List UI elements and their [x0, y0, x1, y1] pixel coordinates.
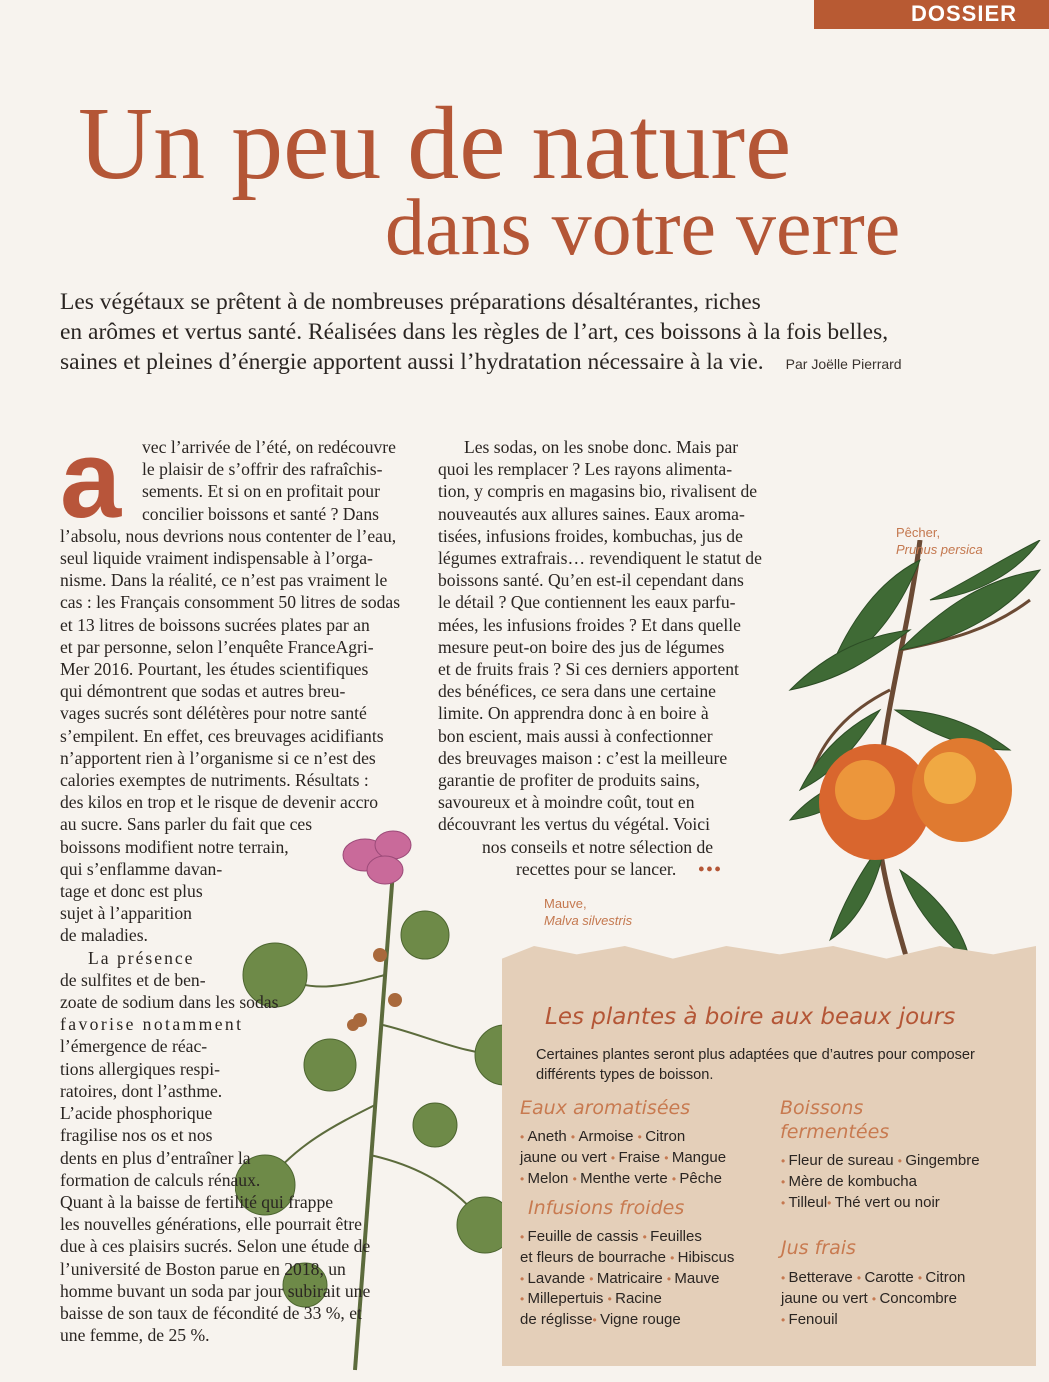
- list-text: Racine: [615, 1290, 662, 1308]
- lead-paragraph: [60, 287, 940, 379]
- list-line: [781, 1268, 965, 1289]
- article-line: les nouvelles générations, elle pourrait être: [60, 1214, 362, 1235]
- list-text: Fraise: [618, 1148, 665, 1166]
- list-text: Feuilles: [650, 1228, 702, 1245]
- caption-name: Mauve,: [544, 896, 587, 911]
- article-line: favorise notamment: [60, 1014, 244, 1035]
- list-line: [520, 1310, 734, 1331]
- article-line: une femme, de 25 %.: [60, 1325, 210, 1346]
- article-line: vec l’arrivée de l’été, on redécouvre: [142, 437, 396, 457]
- bullet: •: [781, 1154, 789, 1168]
- article-line: qui démontrent que sodas et autres breu-: [60, 681, 346, 702]
- list-line: [781, 1310, 965, 1331]
- list-text: Tilleul: [788, 1193, 828, 1211]
- list-line: [781, 1172, 980, 1193]
- lead-line-text: saines et pleines d’énergie apportent aussi l’hydratation nécessaire à la vie.: [60, 349, 764, 375]
- list-text: Fenouil: [788, 1310, 838, 1328]
- caption-latin: [896, 541, 983, 558]
- bullet: •: [610, 1150, 619, 1165]
- list-text: Melon: [527, 1169, 573, 1187]
- bullet: •: [781, 1271, 789, 1285]
- list-text: Millepertuis: [527, 1290, 608, 1308]
- article-line: savoureux et à moindre coût, tout en: [438, 792, 695, 813]
- list-text: Vigne rouge: [600, 1311, 681, 1329]
- article-line: L’acide phosphorique: [60, 1103, 213, 1124]
- article-line: Mer 2016. Pourtant, les études scientifiques: [60, 659, 369, 680]
- article-line: dents en plus d’entraîner la: [60, 1147, 251, 1168]
- list-line: [781, 1289, 965, 1310]
- list-text: Carotte: [864, 1269, 918, 1286]
- dropcap: a: [60, 418, 122, 541]
- list-line: [520, 1148, 726, 1169]
- list-line: [781, 1151, 980, 1172]
- article-line: vages sucrés sont délétères pour notre santé: [60, 703, 367, 724]
- bullet: •: [520, 1292, 528, 1307]
- list-text: Betterave: [788, 1269, 857, 1286]
- bullet: •: [589, 1271, 597, 1286]
- article-line: bon escient, mais aussi à confectionner: [438, 725, 713, 746]
- heading-line: Boissons: [780, 1097, 864, 1119]
- list-text: Citron: [645, 1128, 686, 1145]
- article-line: Les sodas, on les snobe donc. Mais par: [464, 437, 739, 457]
- article-line: calories exemptes de nutriments. Résultats :: [60, 770, 369, 791]
- list-text: Armoise: [578, 1128, 638, 1145]
- article-line: boissons santé. Qu’en est-il cependant dans: [438, 570, 744, 591]
- lead-line: en arômes et vertus santé. Réalisées dans les règles de l’art, ces boissons à la fois belles,: [60, 319, 889, 345]
- bullet: •: [520, 1271, 528, 1286]
- article-column-1: [60, 436, 412, 1346]
- lead-line: Les végétaux se prêtent à de nombreuses préparations désaltérantes, riches: [60, 289, 761, 315]
- bullet: •: [781, 1195, 789, 1210]
- list-line: [520, 1269, 734, 1290]
- list-line: [520, 1169, 726, 1190]
- article-line: seul liquide vraiment indispensable à l’orga-: [60, 548, 373, 569]
- article-line: formation de calculs rénaux.: [60, 1169, 261, 1190]
- article-line: tions allergiques respi-: [60, 1058, 220, 1079]
- list-text: Citron: [925, 1269, 966, 1286]
- list-line: [520, 1127, 726, 1148]
- bullet: •: [827, 1195, 835, 1210]
- bullet: •: [607, 1292, 616, 1307]
- article-line: La présence: [88, 947, 195, 968]
- list-text: Feuille de cassis: [527, 1228, 643, 1245]
- article-line: baisse de son taux de fécondité de 33 %, et: [60, 1302, 362, 1323]
- bullet: •: [520, 1171, 528, 1186]
- article-line: au sucre. Sans parler du fait que ces: [60, 814, 313, 835]
- article-line: tisées, infusions froides, kombuchas, jus de: [438, 525, 743, 546]
- article-line: nouveautés aux allures saines. Eaux aroma-: [438, 503, 745, 524]
- article-line: l’absolu, nous devrions nous contenter de l’eau,: [60, 525, 397, 546]
- article-line: cas : les Français consomment 50 litres de sodas: [60, 592, 401, 613]
- bullet: •: [671, 1171, 680, 1186]
- article-line: des bénéfices, ce sera dans une certaine: [438, 681, 716, 702]
- sidebar-intro-line: différents types de boisson.: [536, 1067, 714, 1083]
- page-title-line2: dans votre verre: [385, 184, 901, 272]
- list-text: Hibiscus: [677, 1248, 735, 1266]
- caption-mauve: [544, 895, 632, 929]
- article-line: homme buvant un soda par jour subirait une: [60, 1280, 371, 1301]
- article-line: nos conseils et notre sélection de: [482, 836, 714, 857]
- article-line: des kilos en trop et le risque de devenir accro: [60, 792, 379, 813]
- list-line: [781, 1193, 980, 1214]
- bullet: •: [592, 1313, 601, 1328]
- list-text: Pêche: [679, 1169, 722, 1187]
- bullet: •: [670, 1250, 678, 1265]
- article-line: quoi les remplacer ? Les rayons alimenta-: [438, 459, 733, 480]
- caption-pecher: [896, 524, 983, 558]
- section-tag: DOSSIER: [814, 0, 1049, 29]
- list-text: Gingembre: [905, 1152, 980, 1169]
- caption-name: Pêcher,: [896, 525, 941, 540]
- list-line: [520, 1227, 734, 1248]
- list-text: jaune ou vert: [520, 1148, 611, 1166]
- caption-latin-text: Prunus persica: [896, 542, 983, 557]
- article-line: des breuvages maison : c’est la meilleure: [438, 747, 728, 768]
- continue-mark: •••: [698, 858, 723, 879]
- bullet: •: [664, 1150, 672, 1165]
- peach-branch-illustration: [770, 540, 1049, 970]
- list-text: Mauve: [674, 1269, 720, 1287]
- article-line: boissons modifient notre terrain,: [60, 836, 289, 857]
- caption-latin: [544, 912, 632, 929]
- article-line: l’émergence de réac-: [60, 1036, 208, 1057]
- bullet: •: [871, 1291, 880, 1306]
- article-line: et de fruits frais ? Si ces derniers apportent: [438, 659, 739, 680]
- article-line: garantie de profiter de produits sains,: [438, 770, 700, 791]
- article-line-text: recettes pour se lancer.: [516, 858, 677, 879]
- section-heading-fermentees: [780, 1096, 980, 1144]
- section-heading-eaux: Eaux aromatisées: [520, 1097, 691, 1119]
- article-line: mées, les infusions froides ? Et dans quelle: [438, 614, 741, 635]
- bullet: •: [520, 1230, 528, 1244]
- article-line: et 13 litres de boissons sucrées plates par an: [60, 614, 370, 635]
- article-line: [438, 858, 783, 880]
- list-text: Thé vert ou noir: [834, 1193, 940, 1211]
- article-line: sujet à l’apparition: [60, 903, 192, 924]
- article-line: n’apportent rien à l’organisme si ce n’est des: [60, 747, 376, 768]
- lead-line: [60, 347, 940, 379]
- list-line: [520, 1289, 734, 1310]
- section-list-jus: [781, 1268, 965, 1330]
- article-line: tion, y compris en magasins bio, rivalisent de: [438, 481, 758, 502]
- article-line: concilier boissons et santé ? Dans: [142, 503, 379, 524]
- list-text: Menthe verte: [580, 1169, 672, 1187]
- list-text: et fleurs de bourrache: [520, 1248, 671, 1266]
- sidebar-intro-line: Certaines plantes seront plus adaptées que d’autres pour composer: [536, 1047, 975, 1063]
- article-line: le plaisir de s’offrir des rafraîchis-: [142, 459, 383, 480]
- article-line: limite. On apprendra donc à en boire à: [438, 703, 709, 724]
- article-line: l’université de Boston parue en 2018, un: [60, 1258, 346, 1279]
- byline: Par Joëlle Pierrard: [785, 356, 902, 372]
- section-list-infusions: [520, 1227, 734, 1331]
- bullet: •: [572, 1171, 581, 1186]
- article-line: mesure peut-on boire des jus de légumes: [438, 636, 725, 657]
- article-line: découvrant les vertus du végétal. Voici: [438, 814, 710, 835]
- list-text: Concombre: [879, 1289, 957, 1307]
- bullet: •: [642, 1230, 651, 1244]
- caption-latin-text: Malva silvestris: [544, 913, 633, 928]
- article-line: le détail ? Que contiennent les eaux parfu-: [438, 592, 736, 613]
- bullet: •: [637, 1130, 646, 1144]
- list-text: Lavande: [527, 1269, 590, 1287]
- list-text: Fleur de sureau: [788, 1152, 898, 1169]
- bullet: •: [897, 1154, 906, 1168]
- article-line: sements. Et si on en profitait pour: [142, 481, 380, 502]
- article-line: qui s’enflamme davan-: [60, 858, 223, 879]
- article-line: s’empilent. En effet, ces breuvages acidifiants: [60, 725, 384, 746]
- article-line: tage et donc est plus: [60, 881, 203, 902]
- article-line: zoate de sodium dans les sodas: [60, 992, 279, 1013]
- list-text: jaune ou vert: [781, 1289, 872, 1307]
- bullet: •: [856, 1271, 865, 1285]
- article-line: et par personne, selon l’enquête FranceAgri-: [60, 636, 374, 657]
- article-line: de maladies.: [60, 925, 148, 946]
- list-text: Mère de kombucha: [788, 1172, 917, 1190]
- article-line: de sulfites et de ben-: [60, 969, 206, 990]
- list-line: [520, 1248, 734, 1269]
- list-text: de réglisse: [520, 1311, 593, 1329]
- bullet: •: [781, 1174, 789, 1189]
- bullet: •: [666, 1271, 675, 1286]
- bullet: •: [917, 1271, 926, 1285]
- list-text: Mangue: [671, 1148, 727, 1166]
- section-heading-jus: Jus frais: [781, 1237, 856, 1259]
- sidebar-title: Les plantes à boire aux beaux jours: [545, 1004, 956, 1030]
- bullet: •: [520, 1130, 528, 1144]
- bullet: •: [570, 1130, 579, 1144]
- article-line: nisme. Dans la réalité, ce n’est pas vraiment le: [60, 570, 388, 591]
- article-line: Quant à la baisse de fertilité qui frappe: [60, 1191, 334, 1212]
- section-list-eaux: [520, 1127, 726, 1189]
- bullet: •: [781, 1312, 789, 1327]
- article-line: ratoires, dont l’asthme.: [60, 1080, 223, 1101]
- heading-line: fermentées: [780, 1121, 890, 1143]
- sidebar-intro: [536, 1045, 1006, 1085]
- section-heading-infusions: Infusions froides: [528, 1197, 685, 1219]
- article-line: légumes extrafrais… revendiquent le statut de: [438, 548, 762, 569]
- article-line: due à ces plaisirs sucrés. Selon une étude de: [60, 1236, 371, 1257]
- list-text: Matricaire: [596, 1269, 667, 1287]
- page-title-line1: Un peu de nature: [78, 86, 792, 201]
- article-line: fragilise nos os et nos: [60, 1125, 213, 1146]
- article-column-2: [438, 436, 783, 880]
- list-text: Aneth: [527, 1128, 571, 1145]
- section-list-fermentees: [781, 1151, 980, 1213]
